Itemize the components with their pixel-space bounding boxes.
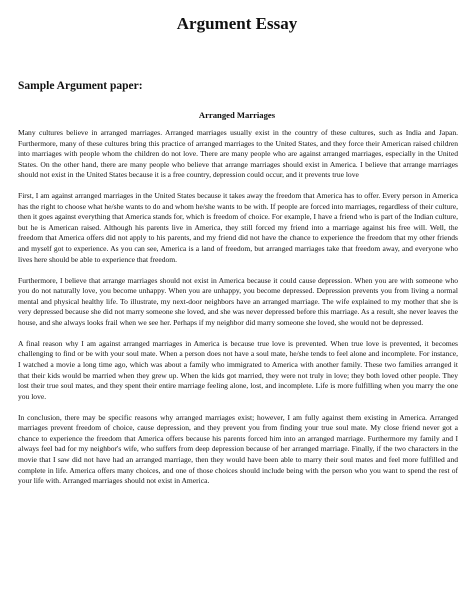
paragraph-freedom: First, I am against arranged marriages in the United States because it takes away the freedom that America has to offer. Every person in America has the right to choose what he/she wants to do and whom he/she wants to be with. If people are forced into marriages, regardless of their culture, then it goes against everything that America stands for, which is freedom of choice. For example, I have a friend who is part of the Indian culture, but he is American raised. Although his parents live in America, they still forced my friend into a marriage against his free will. Well, the freedom that America offers did not apply to his parents, and my friend did not have the chance to experience the freedom that my other friends and myself got to experience. As you can see, America is a land of freedom, but arranged marriages take that freedom away, and everyone who lives here should be able to experience that freedom. — [18, 191, 458, 264]
essay-title: Arranged Marriages — [198, 110, 276, 120]
document-title: Argument Essay — [176, 14, 298, 33]
paragraph-conclusion: In conclusion, there may be specific reasons why arranged marriages exist; however, I am fully against them existing in America. Arranged marriages prevent freedom of choice, cause depression, and they prevent you from finding your true soul mate. My close friend never got a chance to experience the freedom that America offers because his parents forced him into an arranged marriage. Furthermore my family and I always feel bad for my neighbor's wife, who suffers from deep depression because of her arranged marriage. Finally, if the two characters in the movie that I saw did not have had an arranged marriage, then they would have been able to marry their soul mates and feel more fulfilled and complete in life. America offers many choices, and one of those choices should include being with the person who you want to spend the rest of your life with. Arranged marriages should not exist in America. — [18, 412, 458, 486]
essay-body — [18, 128, 458, 487]
paragraph-introduction: Many cultures believe in arranged marriages. Arranged marriages usually exist in the country of these cultures, such as India and Japan. Furthermore, many of these cultures bring this practice of arranged marriages to the United States, and they force their American raised children into marriages with people whom the children do not love. There are many people who are against arranged marriages, especially in the United States. On the other hand, there are many people who believe that arrange marriages should exist in America. I believe that arrange marriages should not exist in the United States because it is a free country, depression could occur, and it prevents true love — [18, 128, 458, 180]
paragraph-depression: Furthermore, I believe that arrange marriages should not exist in America because it could cause depression. When you are with someone who you do not naturally love, you become unhappy. When you are unhappy, you become depressed. Depression prevents you from living a normal mental and physical healthy life. To illustrate, my next-door neighbors have an arranged marriage. The wife explained to my mother that she is very depressed because she did not marry someone she loved, and she was never depressed before this marriage. As a result, she never leaves the house, and she always looks frail when we see her. Perhaps if my neighbor did marry someone she loved, she would not be depressed. — [18, 275, 458, 327]
paragraph-true-love: A final reason why I am against arranged marriages in America is because true love is prevented. When true love is prevented, it becomes challenging to find or be with your soul mate. When a person does not have a soul mate, he/she tends to feel alone and incomplete. For instance, I watched a movie a long time ago, which was about a family who immigrated to America with another family. These two families arranged it that their kids would be married when they grew up. When the kids got married, they were not truly in love; they both loved other people. They lost their true soul mates, and they spent their entire marriage feeling alone, lost, and incomplete. Life is more fulfilling when you marry the one you love. — [18, 338, 458, 401]
section-heading: Sample Argument paper: — [18, 80, 143, 92]
